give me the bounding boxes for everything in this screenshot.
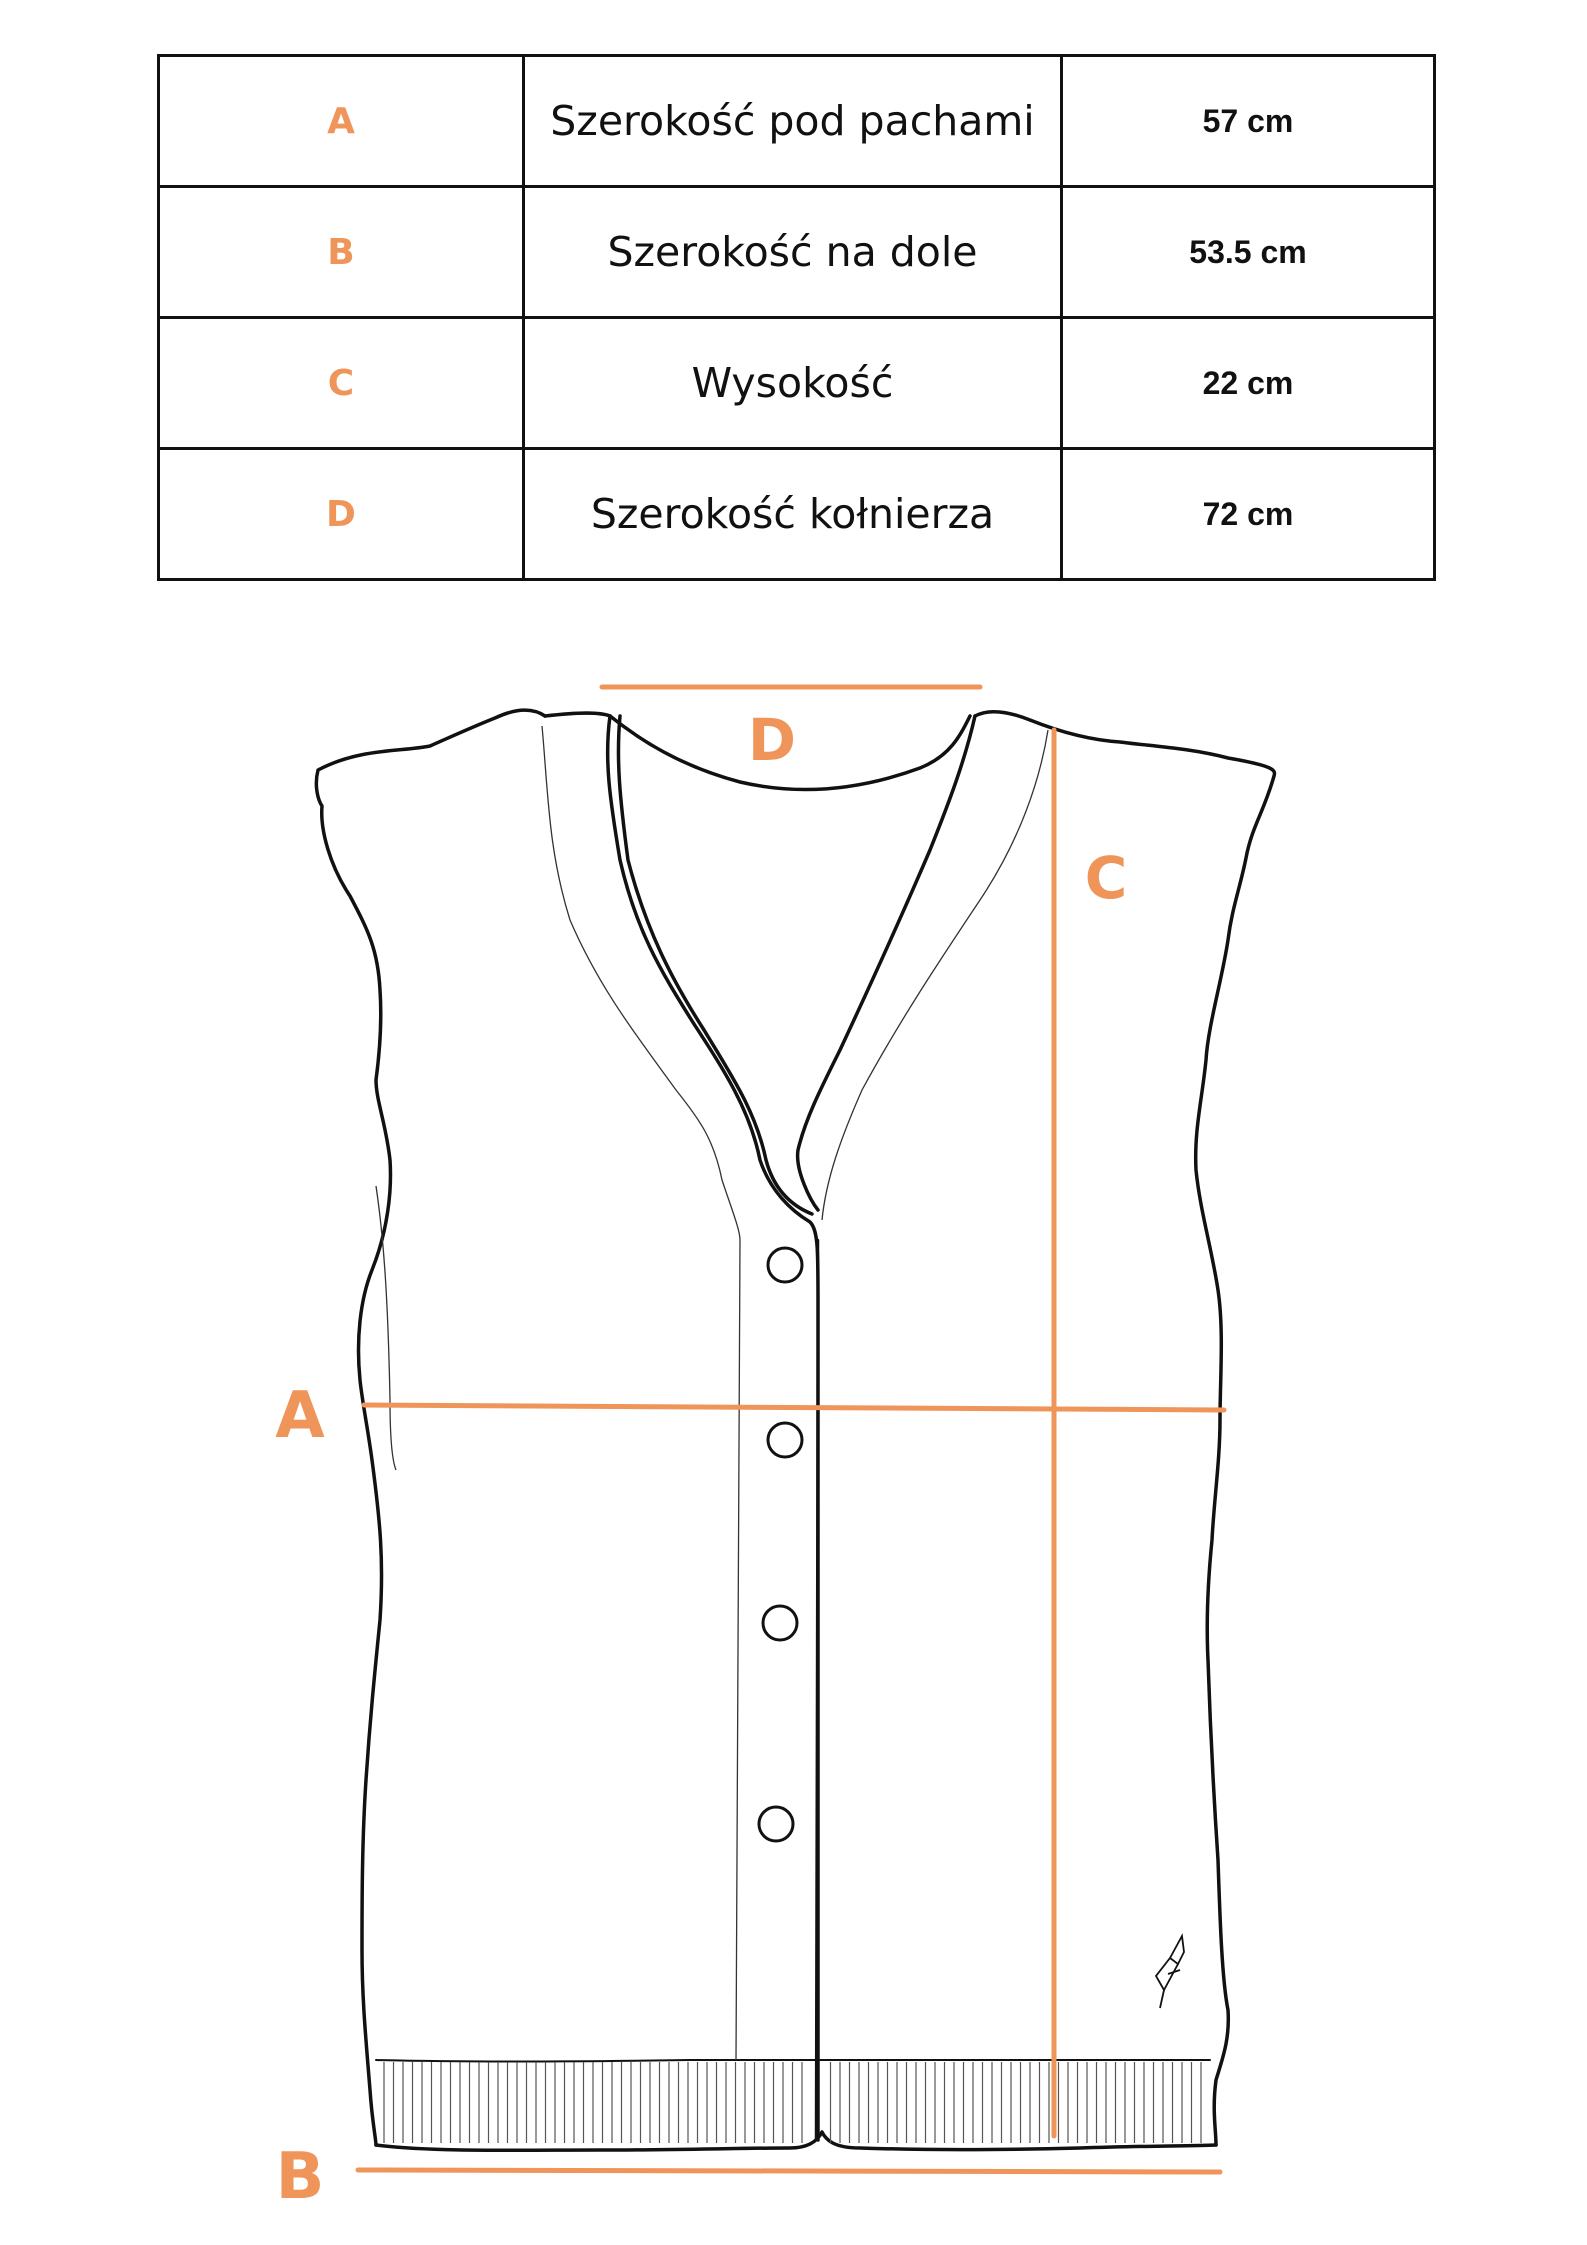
rib-lines [384,2062,1201,2143]
row-value: 72 cm [1062,449,1435,580]
row-letter: B [159,187,524,318]
row-value: 57 cm [1062,56,1435,187]
button [763,1606,797,1640]
leaf-logo-icon [1156,1936,1184,2008]
dimension-b-line [358,2170,1220,2172]
button [759,1807,793,1841]
dimension-c-label: C [1084,844,1128,912]
row-value: 22 cm [1062,318,1435,449]
row-letter: D [159,449,524,580]
row-value: 53.5 cm [1062,187,1435,318]
row-description: Szerokość na dole [524,187,1062,318]
dimension-b-label: B [275,2140,325,2214]
row-description: Szerokość kołnierza [524,449,1062,580]
row-letter: C [159,318,524,449]
button [768,1248,802,1282]
vest-seam-lines [376,726,1048,2060]
row-description: Szerokość pod pachami [524,56,1062,187]
button [768,1423,802,1457]
vest-buttons [759,1248,802,1841]
row-letter: A [159,56,524,187]
dimension-d-label: D [747,706,797,774]
dimension-a-line [364,1405,1224,1410]
row-description: Wysokość [524,318,1062,449]
dimension-a-label: A [275,1379,325,1453]
